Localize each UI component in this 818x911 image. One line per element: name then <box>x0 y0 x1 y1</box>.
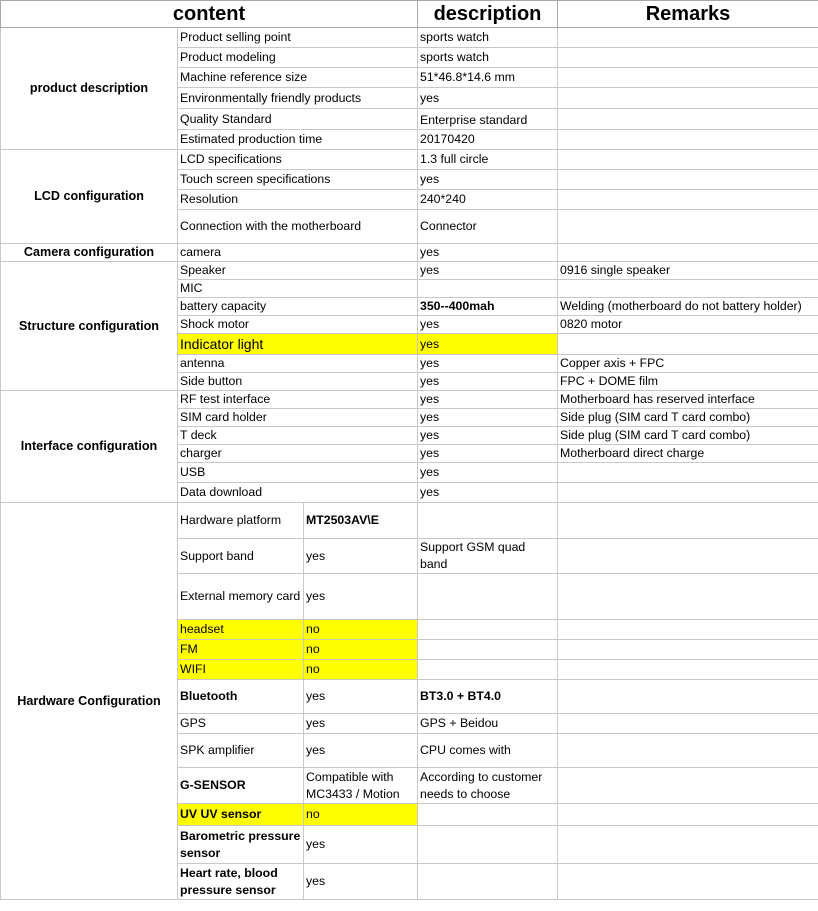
row-item: GPS <box>178 714 304 734</box>
row-item: SIM card holder <box>178 409 418 427</box>
row-desc <box>418 640 558 660</box>
row-value: yes <box>304 714 418 734</box>
row-item: Quality Standard <box>178 109 418 130</box>
row-desc: yes <box>418 355 558 373</box>
row-remark: Side plug (SIM card T card combo) <box>558 409 818 427</box>
row-value: yes <box>304 734 418 768</box>
row-value: no <box>304 660 418 680</box>
row-desc <box>418 804 558 826</box>
row-item: MIC <box>178 280 418 298</box>
row-remark <box>558 130 818 150</box>
row-desc: yes <box>418 170 558 190</box>
row-value: yes <box>304 864 418 900</box>
header-description: description <box>418 1 558 28</box>
row-remark <box>558 88 818 109</box>
row-item: battery capacity <box>178 298 418 316</box>
row-item: Indicator light <box>178 334 418 355</box>
table-row <box>1 244 818 262</box>
row-desc: yes <box>418 445 558 463</box>
row-remark <box>558 768 818 804</box>
row-desc: yes <box>418 373 558 391</box>
row-remark <box>558 48 818 68</box>
row-item: Resolution <box>178 190 418 210</box>
row-remark <box>558 244 818 262</box>
row-remark <box>558 150 818 170</box>
table-row <box>1 28 818 48</box>
row-desc: CPU comes with <box>418 734 558 768</box>
row-value: MT2503AV\E <box>304 503 418 539</box>
row-remark <box>558 483 818 503</box>
row-remark <box>558 334 818 355</box>
row-desc: yes <box>418 244 558 262</box>
row-item: G-SENSOR <box>178 768 304 804</box>
row-desc: yes <box>418 316 558 334</box>
row-item: FM <box>178 640 304 660</box>
row-item: Side button <box>178 373 418 391</box>
category-product: product description <box>1 28 178 150</box>
row-item: Environmentally friendly products <box>178 88 418 109</box>
row-desc: Support GSM quad band <box>418 539 558 574</box>
row-remark <box>558 463 818 483</box>
row-desc: sports watch <box>418 28 558 48</box>
row-item: LCD specifications <box>178 150 418 170</box>
row-desc: yes <box>418 409 558 427</box>
category-structure: Structure configuration <box>1 262 178 391</box>
header-content: content <box>1 1 418 28</box>
row-item: SPK amplifier <box>178 734 304 768</box>
row-item: charger <box>178 445 418 463</box>
row-remark: Welding (motherboard do not battery holder) <box>558 298 818 316</box>
row-item: Product modeling <box>178 48 418 68</box>
row-desc: yes <box>418 391 558 409</box>
row-remark <box>558 734 818 768</box>
row-item: Estimated production time <box>178 130 418 150</box>
row-remark <box>558 68 818 88</box>
row-item: Bluetooth <box>178 680 304 714</box>
row-value: yes <box>304 539 418 574</box>
row-desc: 20170420 <box>418 130 558 150</box>
row-desc: yes <box>418 88 558 109</box>
row-desc <box>418 826 558 864</box>
row-desc: sports watch <box>418 48 558 68</box>
row-value: no <box>304 804 418 826</box>
row-value: yes <box>304 574 418 620</box>
category-camera: Camera configuration <box>1 244 178 262</box>
row-desc: yes <box>418 483 558 503</box>
row-item: antenna <box>178 355 418 373</box>
header-row <box>1 1 818 28</box>
row-remark <box>558 660 818 680</box>
row-item: Hardware platform <box>178 503 304 539</box>
row-item: Data download <box>178 483 418 503</box>
row-item: WIFI <box>178 660 304 680</box>
row-desc: yes <box>418 463 558 483</box>
row-desc: 1.3 full circle <box>418 150 558 170</box>
row-item: camera <box>178 244 418 262</box>
table-row <box>1 150 818 170</box>
row-desc <box>418 660 558 680</box>
row-remark <box>558 680 818 714</box>
row-item: Machine reference size <box>178 68 418 88</box>
row-desc: GPS + Beidou <box>418 714 558 734</box>
row-item: USB <box>178 463 418 483</box>
row-remark <box>558 574 818 620</box>
row-desc <box>418 864 558 900</box>
table-row <box>1 503 818 539</box>
row-item: Connection with the motherboard <box>178 210 418 244</box>
row-remark: Motherboard has reserved interface <box>558 391 818 409</box>
category-interface: Interface configuration <box>1 391 178 503</box>
row-remark <box>558 804 818 826</box>
row-remark: Side plug (SIM card T card combo) <box>558 427 818 445</box>
row-remark <box>558 864 818 900</box>
row-remark <box>558 714 818 734</box>
category-hardware: Hardware Configuration <box>1 503 178 900</box>
row-desc <box>418 620 558 640</box>
row-value: yes <box>304 680 418 714</box>
row-desc: yes <box>418 427 558 445</box>
row-remark: Copper axis + FPC <box>558 355 818 373</box>
category-lcd: LCD configuration <box>1 150 178 244</box>
row-remark <box>558 170 818 190</box>
row-item: Barometric pressure sensor <box>178 826 304 864</box>
row-value: Compatible with MC3433 / Motion <box>304 768 418 804</box>
header-remarks: Remarks <box>558 1 818 28</box>
row-item: Touch screen specifications <box>178 170 418 190</box>
row-remark <box>558 539 818 574</box>
row-remark <box>558 640 818 660</box>
row-remark: FPC + DOME film <box>558 373 818 391</box>
row-remark <box>558 280 818 298</box>
row-remark <box>558 210 818 244</box>
row-item: RF test interface <box>178 391 418 409</box>
row-remark: Motherboard direct charge <box>558 445 818 463</box>
table-row <box>1 391 818 409</box>
row-desc: According to customer needs to choose <box>418 768 558 804</box>
row-remark: 0916 single speaker <box>558 262 818 280</box>
row-item: Heart rate, blood pressure sensor <box>178 864 304 900</box>
row-desc: 240*240 <box>418 190 558 210</box>
table-row <box>1 262 818 280</box>
row-value: yes <box>304 826 418 864</box>
row-desc: Enterprise standard <box>418 109 558 130</box>
row-desc: 51*46.8*14.6 mm <box>418 68 558 88</box>
row-value: no <box>304 640 418 660</box>
row-remark <box>558 190 818 210</box>
row-item: Speaker <box>178 262 418 280</box>
row-item: Product selling point <box>178 28 418 48</box>
row-item: T deck <box>178 427 418 445</box>
row-remark <box>558 109 818 130</box>
row-item: UV UV sensor <box>178 804 304 826</box>
row-remark <box>558 620 818 640</box>
row-desc: BT3.0 + BT4.0 <box>418 680 558 714</box>
row-desc: yes <box>418 262 558 280</box>
row-desc: Connector <box>418 210 558 244</box>
row-item: External memory card <box>178 574 304 620</box>
row-desc <box>418 280 558 298</box>
row-remark <box>558 503 818 539</box>
row-remark: 0820 motor <box>558 316 818 334</box>
row-value: no <box>304 620 418 640</box>
row-item: Shock motor <box>178 316 418 334</box>
row-desc <box>418 503 558 539</box>
row-remark <box>558 826 818 864</box>
row-desc <box>418 574 558 620</box>
row-remark <box>558 28 818 48</box>
row-desc: yes <box>418 334 558 355</box>
row-item: headset <box>178 620 304 640</box>
row-desc: 350--400mah <box>418 298 558 316</box>
row-item: Support band <box>178 539 304 574</box>
